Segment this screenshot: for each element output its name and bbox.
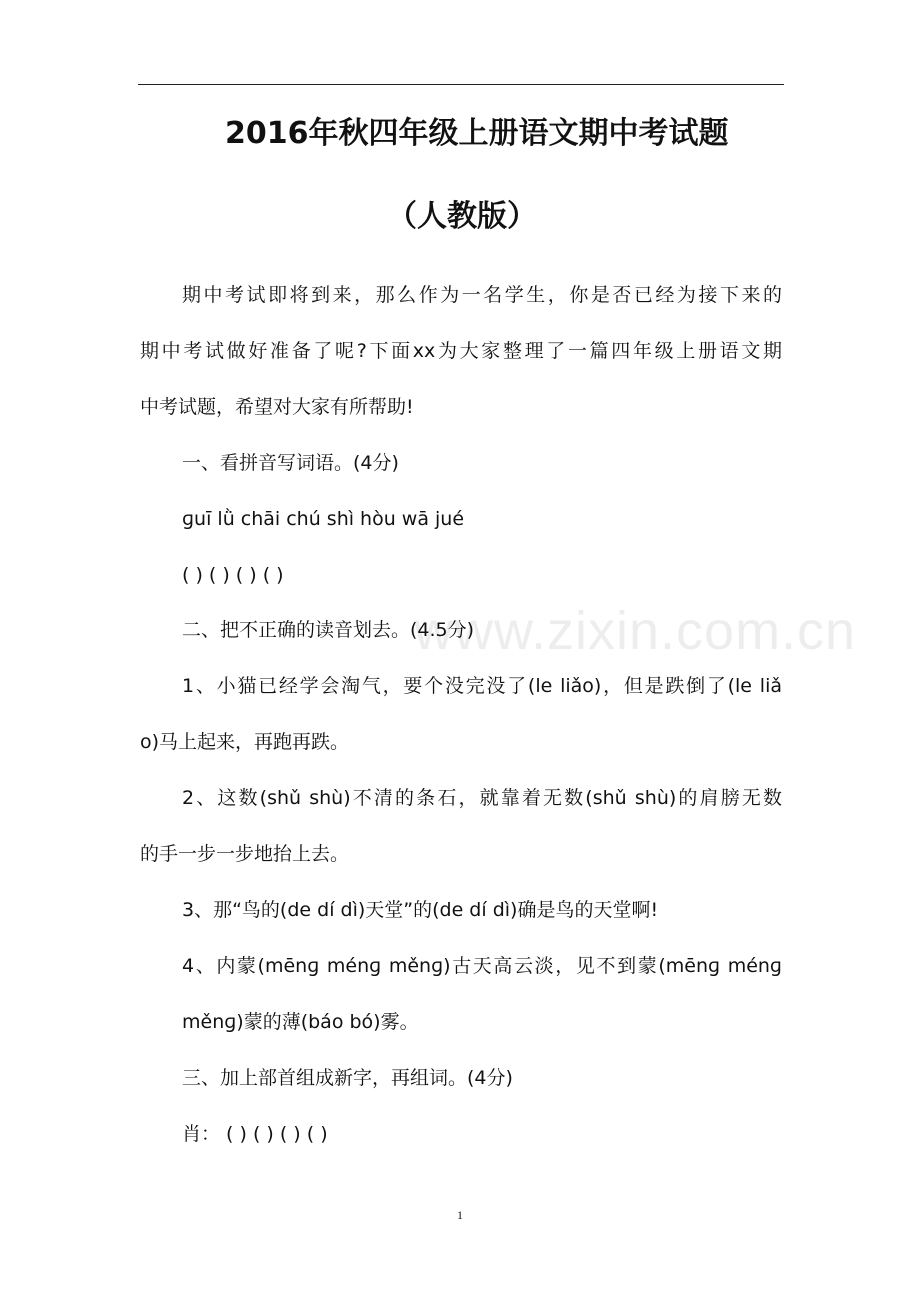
intro-line-2: 期中考试做好准备了呢?下面xx为大家整理了一篇四年级上册语文期 — [140, 340, 782, 362]
question-2-item-3: 3、那“鸟的(de dí dì)天堂”的(de dí dì)确是鸟的天堂啊! — [182, 899, 659, 921]
question-2-item-4b: měnɡ)蒙的薄(báo bó)雾。 — [182, 1011, 419, 1033]
question-2-heading: 二、把不正确的读音划去。(4.5分) — [182, 619, 475, 641]
question-3-row-1: 肖： ( ) ( ) ( ) ( ) — [182, 1123, 328, 1145]
question-1-pinyin: ɡuī lǜ chāi chú shì hòu wā jué — [182, 508, 465, 530]
document-title: 2016年秋四年级上册语文期中考试题 — [225, 116, 729, 151]
intro-line-1: 期中考试即将到来，那么作为一名学生，你是否已经为接下来的 — [182, 284, 782, 306]
question-1-heading: 一、看拼音写词语。(4分) — [182, 452, 399, 474]
intro-line-3: 中考试题，希望对大家有所帮助! — [140, 396, 414, 418]
question-2-item-2a: 2、这数(shǔ shù)不清的条石，就靠着无数(shǔ shù)的肩膀无数 — [182, 787, 782, 809]
question-2-item-1b: o)马上起来，再跑再跌。 — [140, 731, 350, 753]
question-3-heading: 三、加上部首组成新字，再组词。(4分) — [182, 1067, 513, 1089]
header-rule — [138, 84, 784, 85]
question-2-item-1a: 1、小猫已经学会淘气，要个没完没了(le liǎo)，但是跌倒了(le liǎ — [182, 675, 782, 697]
document-subtitle: （人教版） — [387, 199, 537, 234]
page-number: 1 — [457, 1208, 463, 1222]
watermark-text: www.zixin.com.cn — [414, 601, 857, 661]
question-2-item-2b: 的手一步一步地抬上去。 — [140, 843, 350, 865]
question-2-item-4a: 4、内蒙(mēnɡ ménɡ měnɡ)古天高云淡，见不到蒙(mēnɡ ménɡ — [182, 955, 782, 977]
question-1-blanks: ( ) ( ) ( ) ( ) — [182, 564, 284, 586]
